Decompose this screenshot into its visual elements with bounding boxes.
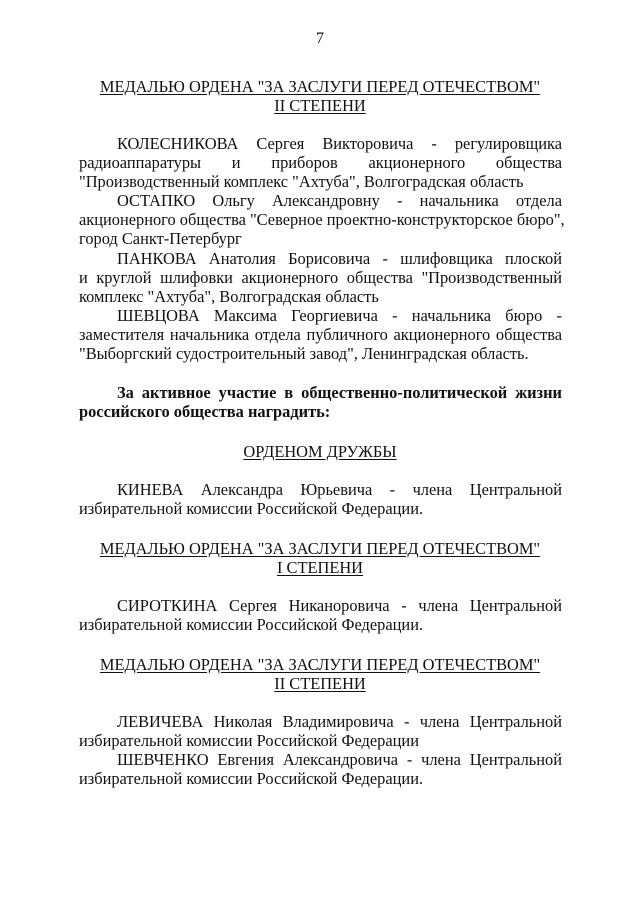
award-entry [79, 712, 562, 750]
award-entry [79, 750, 562, 788]
entry-line: ОСТАПКО Ольгу Александровну - начальника отдела [117, 191, 562, 210]
award-heading-degree: II СТЕПЕНИ [274, 674, 366, 693]
entry-line: радиоаппаратуры и приборов акционерного общества [79, 153, 562, 173]
award-entry [79, 249, 562, 306]
decree-line: российского общества наградить: [79, 402, 331, 422]
entry-line: КОЛЕСНИКОВА Сергея Викторовича - регулировщика [117, 134, 562, 153]
award-heading-medal-2: МЕДАЛЬЮ ОРДЕНА "ЗА ЗАСЛУГИ ПЕРЕД ОТЕЧЕСТВОМ" [99, 655, 541, 674]
entry-line: ЛЕВИЧЕВА Николая Владимировича - члена Центральной [117, 712, 562, 731]
award-heading-degree: I СТЕПЕНИ [276, 558, 364, 577]
entry-line: СИРОТКИНА Сергея Никаноровича - члена Центральной [117, 596, 562, 615]
award-entry [79, 306, 562, 363]
entry-line: акционерного общества "Северное проектно-конструкторское бюро", [79, 210, 565, 230]
entry-line: комплекс "Ахтуба", Волгоградская область [79, 287, 379, 307]
entry-line: избирательной комиссии Российской Федерации. [79, 499, 424, 519]
entry-line: "Производственный комплекс "Ахтуба", Волгоградская область [79, 172, 524, 192]
page-number: 7 [316, 30, 324, 47]
award-heading-degree: II СТЕПЕНИ [274, 96, 366, 115]
entry-line: избирательной комиссии Российской Федерации. [79, 769, 424, 789]
entry-line: ПАНКОВА Анатолия Борисовича - шлифовщика плоской [117, 249, 562, 268]
entry-line: город Санкт-Петербург [79, 229, 242, 249]
entry-line: заместителя начальника отдела публичного акционерного общества [79, 325, 562, 345]
award-entry [79, 134, 562, 191]
entry-line: избирательной комиссии Российской Федерации. [79, 615, 424, 635]
award-heading-medal-1: МЕДАЛЬЮ ОРДЕНА "ЗА ЗАСЛУГИ ПЕРЕД ОТЕЧЕСТВОМ" [99, 539, 541, 558]
award-entry [79, 480, 562, 518]
entry-line: "Выборгский судостроительный завод", Ленинградская область. [79, 344, 529, 364]
award-entry [79, 596, 562, 634]
decree-line: За активное участие в общественно-политической жизни [117, 383, 562, 402]
award-entry [79, 191, 565, 249]
award-heading-medal-2: МЕДАЛЬЮ ОРДЕНА "ЗА ЗАСЛУГИ ПЕРЕД ОТЕЧЕСТВОМ" [99, 77, 541, 96]
entry-line: ШЕВЧЕНКО Евгения Александровича - члена Центральной [117, 750, 562, 769]
entry-line: избирательной комиссии Российской Федерации [79, 731, 419, 751]
award-heading-order-of-friendship: ОРДЕНОМ ДРУЖБЫ [243, 442, 397, 461]
entry-line: и круглой шлифовки акционерного общества "Производственный [79, 268, 562, 288]
entry-line: КИНЕВА Александра Юрьевича - члена Центральной [117, 480, 562, 499]
decree-text [79, 383, 562, 421]
entry-line: ШЕВЦОВА Максима Георгиевича - начальника бюро - [117, 306, 562, 325]
